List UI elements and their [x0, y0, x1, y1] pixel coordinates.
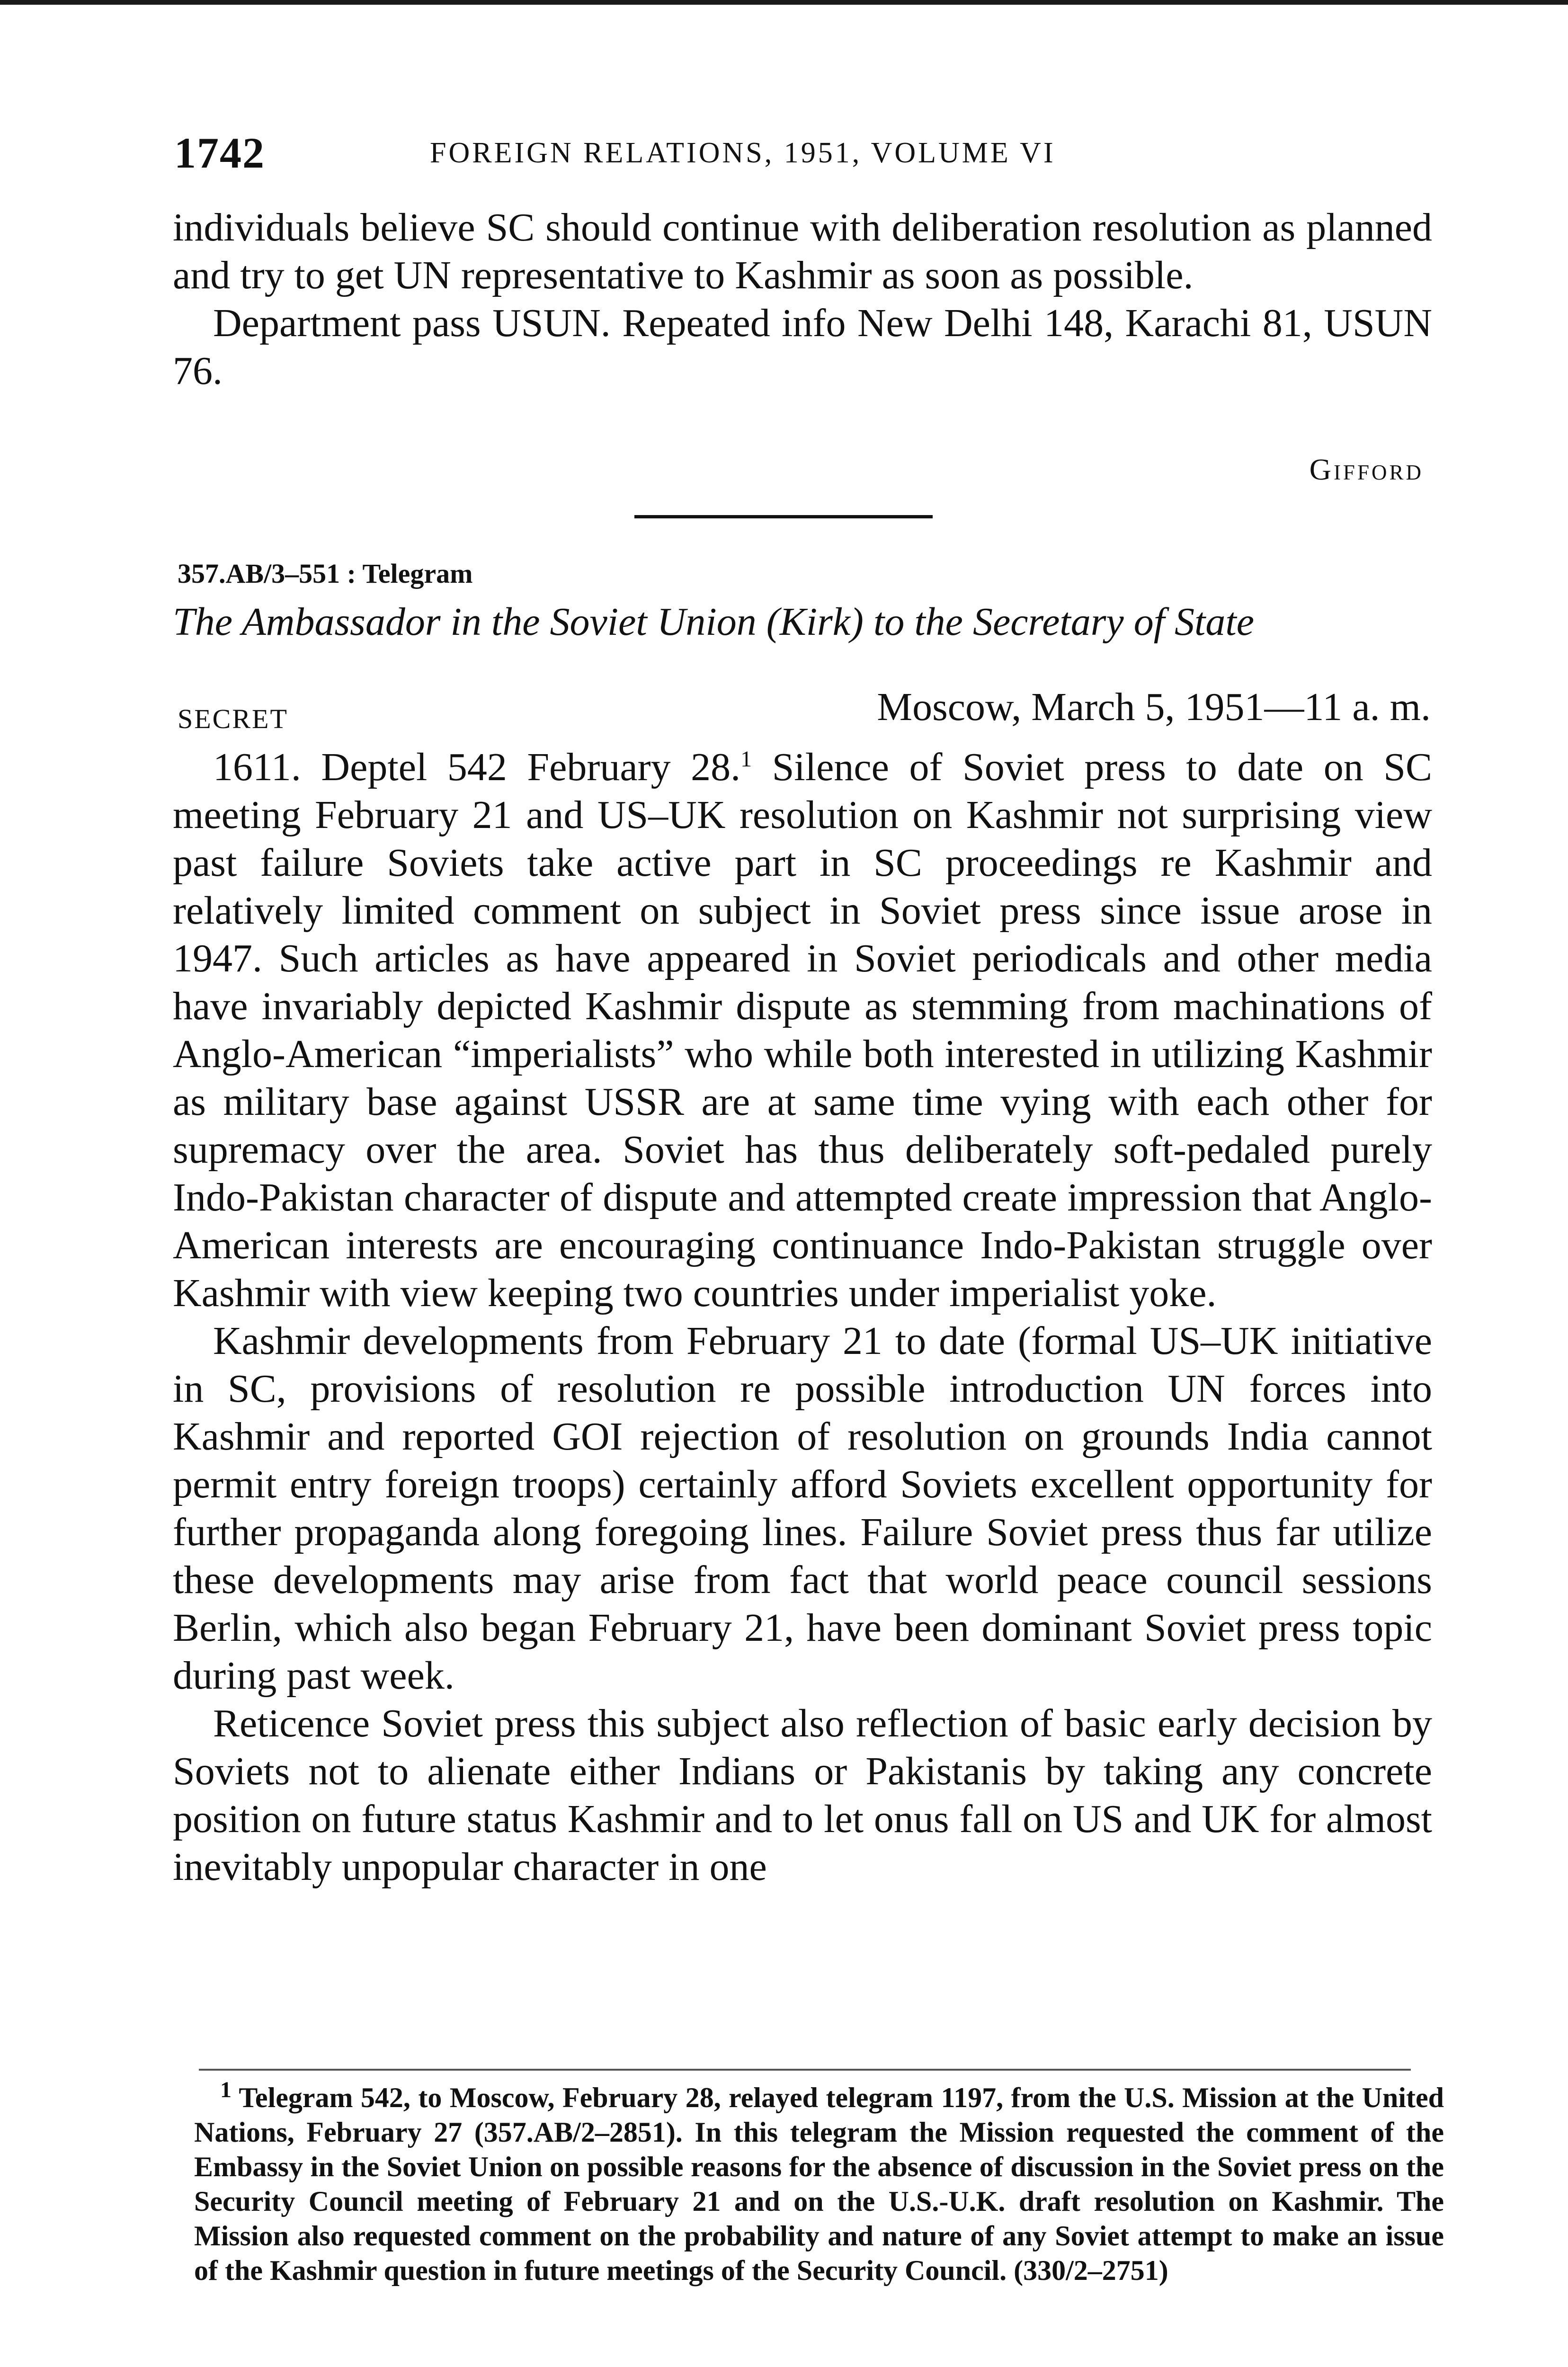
footnote-text: Telegram 542, to Moscow, February 28, relayed telegram 1197, from the U.S. Mission at the United Nations, February 27 (357.AB/2–2851). In this telegram the Mission requested the comment of the Embassy in the Soviet Union on possible reasons for the absence of discussion in the Soviet press on the Security Council meeting of February 21 and on the U.S.-U.K. draft resolution on Kashmir. The Mission also requested comment on the probability and nature of any Soviet attempt to make an issue of the Kashmir question in future meetings of the Security Council. (330/2–2751) [194, 2082, 1444, 2286]
telegram-paragraph-2: Kashmir developments from February 21 to date (formal US–UK initiative in SC, provisions of resolution re possible introduction UN forces into Kashmir and reported GOI rejection of resolution on grounds India cannot permit entry foreign troops) certainly afford Soviets excellent opportunity for further propaganda along foregoing lines. Failure Soviet press thus far utilize these developments may arise from fact that world peace council sessions Berlin, which also began February 21, have been dominant Soviet press topic during past week. [173, 1319, 1432, 1698]
file-number: 357.AB/3–551 : Telegram [178, 558, 473, 589]
classification-label: SECRET [178, 703, 288, 734]
footnote-body [194, 2077, 1444, 2288]
footnote-divider [199, 2069, 1411, 2071]
routing-paragraph: Department pass USUN. Repeated info New Delhi 148, Karachi 81, USUN 76. [173, 301, 1432, 393]
telegram-paragraph-1 [173, 743, 1432, 1317]
footnote-reference: 1 [740, 747, 752, 772]
previous-document-text [173, 204, 1432, 395]
page-number: 1742 [174, 129, 265, 177]
footnote-marker: 1 [220, 2077, 232, 2102]
telegram-paragraph-3: Reticence Soviet press this subject also reflection of basic early decision by Soviets not to alienate either Indians or Pakistanis by taking any concrete position on future status Kashmir and to let onus fall on US and UK for almost inevitably unpopular character in one [173, 1701, 1432, 1889]
dateline: Moscow, March 5, 1951—11 a. m. [877, 685, 1431, 729]
footnote [194, 2077, 1444, 2288]
paragraph-1-lead: 1611. Deptel 542 February 28. [213, 745, 741, 789]
telegram-body [173, 743, 1432, 1891]
page-header [174, 128, 1429, 185]
scan-edge [0, 0, 1568, 5]
document-title: The Ambassador in the Soviet Union (Kirk) to the Secretary of State [173, 600, 1254, 644]
section-divider [634, 515, 933, 518]
paragraph-1-text: Silence of Soviet press to date on SC meeting February 21 and US–UK resolution on Kashmir not surprising view past failure Soviets take active part in SC proceedings re Kashmir and relatively limited comment on subject in Soviet press since issue arose in 1947. Such articles as have appeared in Soviet periodicals and other media have invariably depicted Kashmir dispute as stemming from machinations of Anglo-American “imperialists” who while both interested in utilizing Kashmir as military base against USSR are at same time vying with each other for supremacy over the area. Soviet has thus deliberately soft-pedaled purely Indo-Pakistan character of dispute and attempted create impression that Anglo-American interests are encouraging continuance Indo-Pakistan struggle over Kashmir with view keeping two countries under imperialist yoke. [173, 745, 1432, 1315]
running-head: FOREIGN RELATIONS, 1951, VOLUME VI [430, 137, 1056, 169]
signature: Gifford [1309, 453, 1424, 486]
continuation-paragraph: individuals believe SC should continue with deliberation resolution as planned and try to get UN representative to Kashmir as soon as possible. [173, 205, 1432, 297]
